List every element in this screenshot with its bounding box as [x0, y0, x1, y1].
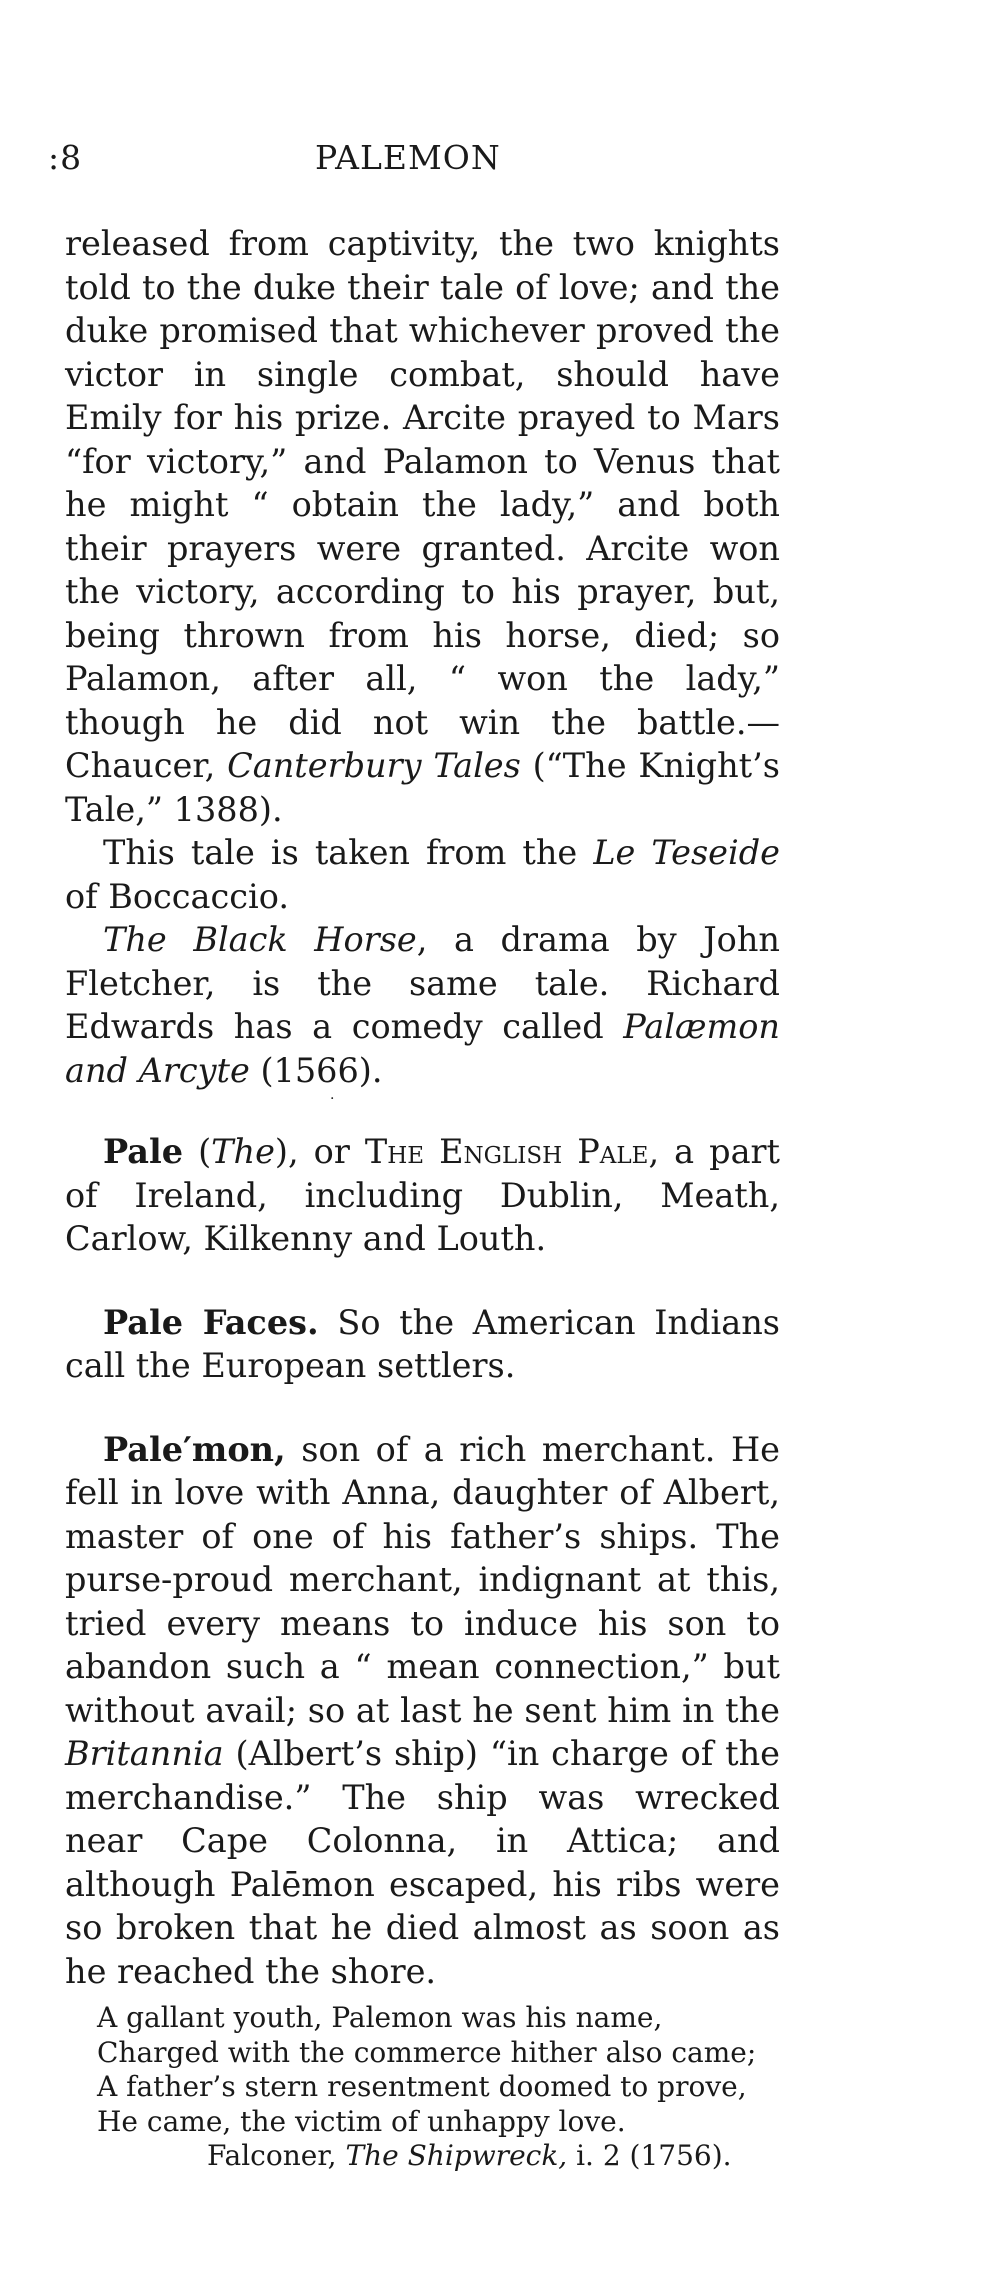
work-title: Canterbury Tales [227, 746, 521, 785]
note-text-end: of Boccaccio. [65, 876, 289, 916]
verse-attribution [207, 2139, 780, 2174]
work-title: The Black Horse [103, 920, 417, 959]
verse-line: He came, the victim of unhappy love. [97, 2104, 626, 2138]
boccaccio-note [65, 831, 780, 918]
verse-line: Charged with the commerce hither also came; [97, 2035, 757, 2069]
work-title: Le Teseide [593, 833, 780, 872]
headword: Pale′mon, [103, 1429, 286, 1469]
entry-palemon [65, 1428, 780, 1994]
entry-definition: , a part of Ireland, including Dublin, Meath, Carlow, Kilkenny and Louth. [65, 1132, 781, 1258]
attribution-work: The Shipwreck, [345, 2139, 568, 2172]
continuation-text: released from captivity, the two knights told to the duke their tale of love; and the duke promised that whichever proved the victor in single combat, should have Emily for his prize. Arcite prayed to Mars “for victory,” and Palamon to Venus that he might “ obtain the lady,” and both their prayers were granted. Arcite won the victory, according to his prayer, but, being thrown from his horse, died; so Palamon, after all, “ won the lady,” though he did not win the battle.—Chaucer, [65, 224, 780, 785]
entry-definition-end: (Albert’s ship) “in charge of the merchandise.” The ship was wrecked near Cape Colonna, in Attica; and although Palēmon escaped, his ribs were so broken that he died almost as soon as he reached the shore. [65, 1734, 780, 1991]
continuation-text-end: (“The Knight’s Tale,” 1388). [65, 746, 780, 829]
continuation-paragraph [65, 222, 780, 831]
page-number: :8 [48, 138, 83, 177]
attribution-reference: i. 2 (1756). [567, 2139, 732, 2172]
black-horse-note [65, 918, 780, 1092]
running-head [48, 138, 780, 188]
entry-small-caps: The English Pale [364, 1132, 649, 1171]
headword: Pale [103, 1132, 184, 1171]
note-text: , a drama by John Fletcher, is the same tale. Richard Edwards has a comedy called [65, 920, 780, 1046]
entry-pale [65, 1130, 780, 1261]
note-text: This tale is taken from the [103, 833, 594, 872]
entry-italic: The [211, 1132, 275, 1171]
page-body [65, 222, 780, 2174]
verse-quotation [97, 2001, 780, 2174]
note-text-end: (1566). [249, 1050, 383, 1090]
verse-line: A father’s stern resentment doomed to prove, [97, 2070, 747, 2103]
entry-definition: So the American Indians call the European settlers. [65, 1302, 780, 1385]
entry-definition: son of a rich merchant. He fell in love with Anna, daughter of Albert, master of one of his father’s ships. The purse-proud merchant, indignant at this, tried every means to induce his son to abandon such a “ mean connection,” but without avail; so at last he sent him in the [65, 1429, 780, 1730]
verse-line: A gallant youth, Palemon was his name, [97, 2001, 663, 2034]
dictionary-page [48, 0, 781, 2276]
separator-dot: · [330, 1091, 335, 1107]
entry-text: ( [183, 1132, 212, 1171]
section-separator [65, 1092, 780, 1112]
headword: Pale Faces. [103, 1302, 319, 1342]
work-title: Palæmon and Arcyte [65, 1007, 780, 1090]
entry-pale-faces [65, 1301, 780, 1388]
running-title: PALEMON [315, 138, 501, 177]
entry-text: ), or [274, 1132, 365, 1171]
ship-name: Britannia [65, 1734, 224, 1773]
attribution-author: Falconer, [207, 2139, 346, 2172]
